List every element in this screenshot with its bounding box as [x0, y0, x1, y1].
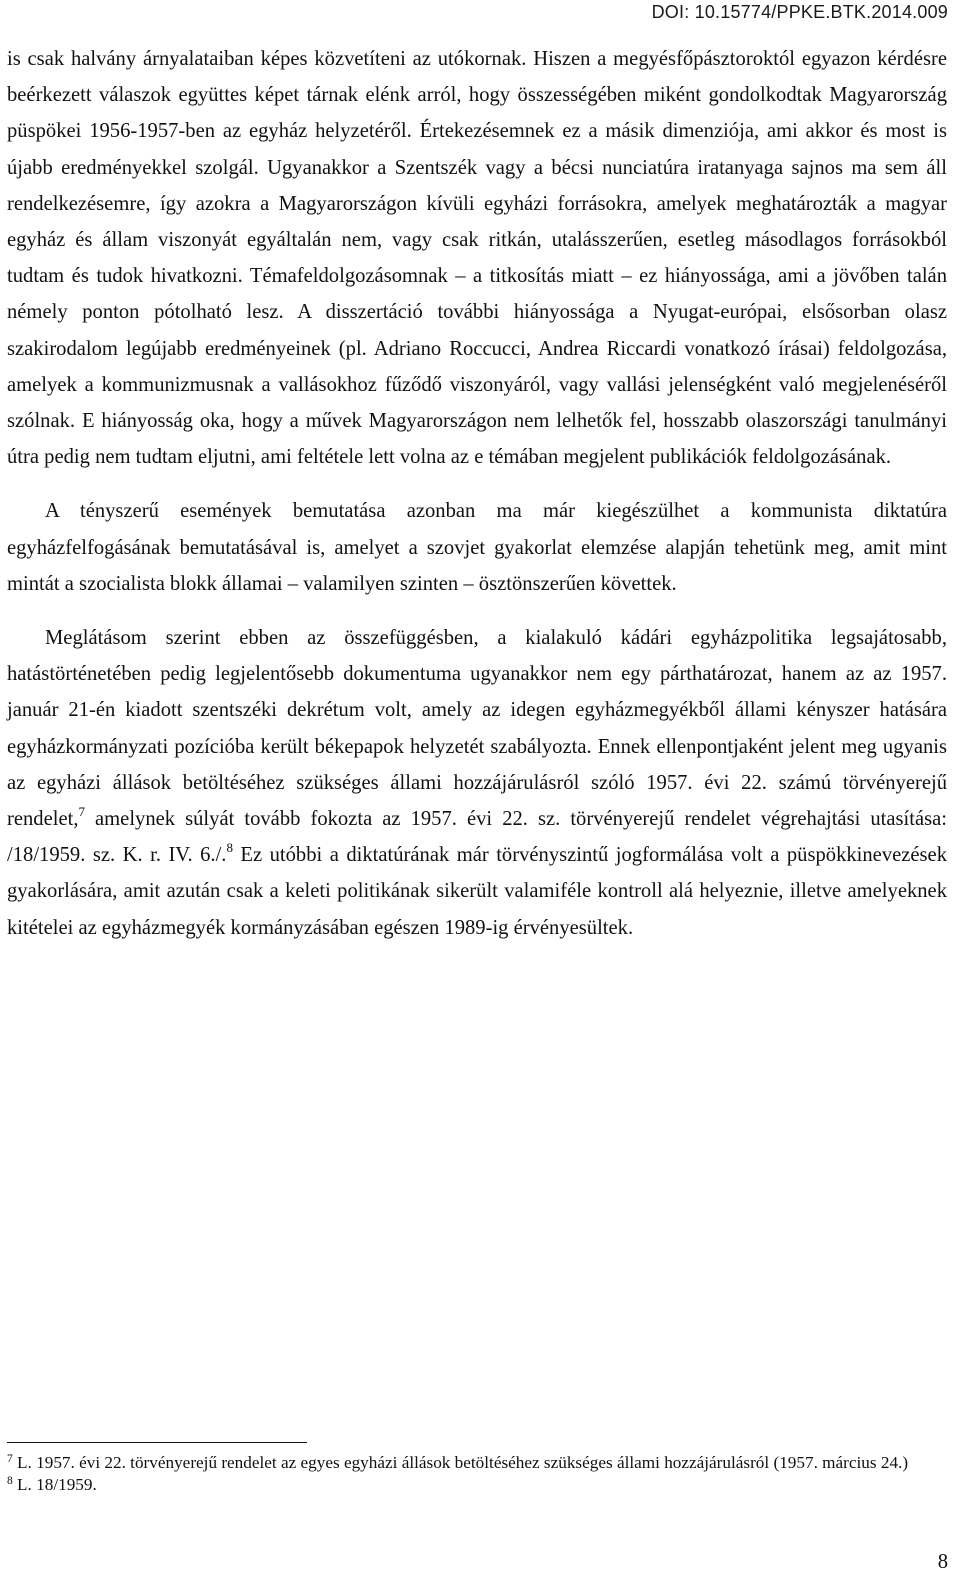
paragraph-decree-text-3: Ez utóbbi a diktatúrának már törvényszintű jogformálása volt a püspökkinevezések gyakorlására, amit azután csak a keleti politikának sikerült valamiféle kontroll alá helyeznie, illetve amelyeknek kitételei az egyházmegyék kormányzásában egészen 1989-ig érvényesültek.	[7, 844, 947, 939]
footnote-mark: 7	[7, 1453, 13, 1465]
paragraph-decree-text-2: amelynek súlyát tovább fokozta az 1957. évi 22. sz. törvényerejű rendelet végrehajtási utasítása: /18/1959. sz. K. r. IV. 6./.	[7, 808, 947, 867]
footnote-mark: 8	[7, 1474, 13, 1487]
footnote-text: L. 1957. évi 22. törvényerejű rendelet az egyes egyházi állások betöltéséhez szükséges állami hozzájárulásról (1957. március 24.)	[12, 1453, 909, 1472]
doi-header: DOI: 10.15774/PPKE.BTK.2014.009	[651, 2, 948, 22]
page-number: 8	[937, 1551, 948, 1573]
footnotes	[7, 1452, 947, 1495]
footnote-text: L. 18/1959.	[12, 1474, 97, 1494]
paragraph-facts: A tényszerű események bemutatása azonban ma már kiegészülhet a kommunista diktatúra egyházfelfogásának bemutatásával is, amelyet a szovjet gyakorlat elemzése alapján tehetünk meg, amit mint mintát a szocialista blokk államai – valamilyen szinten – ösztönszerűen követtek.	[7, 500, 947, 595]
paragraph-decree	[7, 620, 947, 946]
footnote-separator	[7, 1442, 307, 1443]
document-body	[7, 41, 947, 946]
footnote-8	[7, 1474, 947, 1496]
footnote-reference-7[interactable]: 7	[78, 804, 85, 820]
paragraph-continuation: is csak halvány árnyalataiban képes közvetíteni az utókornak. Hiszen a megyésfőpásztoroktól egyazon kérdésre beérkezett válaszok együttes képet tárnak elénk arról, hogy összességében miként gondolkodtak Magyarország püspökei 1956-1957-ben az egyház helyzetéről. Értekezésemnek ez a másik dimenziója, ami akkor és most is újabb eredményekkel szolgál. Ugyanakkor a Szentszék vagy a bécsi nunciatúra iratanyaga sajnos ma sem áll rendelkezésemre, így azokra a Magyarországon kívüli egyházi forrásokra, amelyek meghatározták a magyar egyház és állam viszonyát egyáltalán nem, vagy csak ritkán, utalásszerűen, esetleg másodlagos forrásokból tudtam és tudok hivatkozni. Témafeldolgozásomnak – a titkosítás miatt – ez hiányossága, ami a jövőben talán némely ponton pótolható lesz. A disszertáció további hiányossága a Nyugat-európai, elsősorban olasz szakirodalom legújabb eredményeinek (pl. Adriano Roccucci, Andrea Riccardi vonatkozó írásai) feldolgozása, amelyek a kommunizmusnak a vallásokhoz fűződő viszonyáról, vagy vallási jelenségként való megjelenéséről szólnak. E hiányosság oka, hogy a művek Magyarországon nem lelhetők fel, hosszabb olaszországi tanulmányi útra pedig nem tudtam eljutni, ami feltétele lett volna az e témában megjelent publikációk feldolgozásának.	[7, 48, 947, 469]
paragraph-decree-text-1: Meglátásom szerint ebben az összefüggésben, a kialakuló kádári egyházpolitika legsajátosabb, hatástörténetében pedig legjelentősebb dokumentuma ugyanakkor nem egy párthatározat, hanem az az 1957. január 21-én kiadott szentszéki dekrétum volt, amely az idegen egyházmegyékből állami kényszer hatására egyházkormányzati pozícióba került békepapok helyzetét szabályozta. Ennek ellenpontjaként jelent meg ugyanis az egyházi állások betöltéséhez szükséges állami hozzájárulásról szóló 1957. évi 22. számú törvényerejű rendelet,	[7, 627, 947, 831]
footnote-7	[7, 1452, 947, 1474]
footnote-reference-8[interactable]: 8	[226, 840, 233, 856]
